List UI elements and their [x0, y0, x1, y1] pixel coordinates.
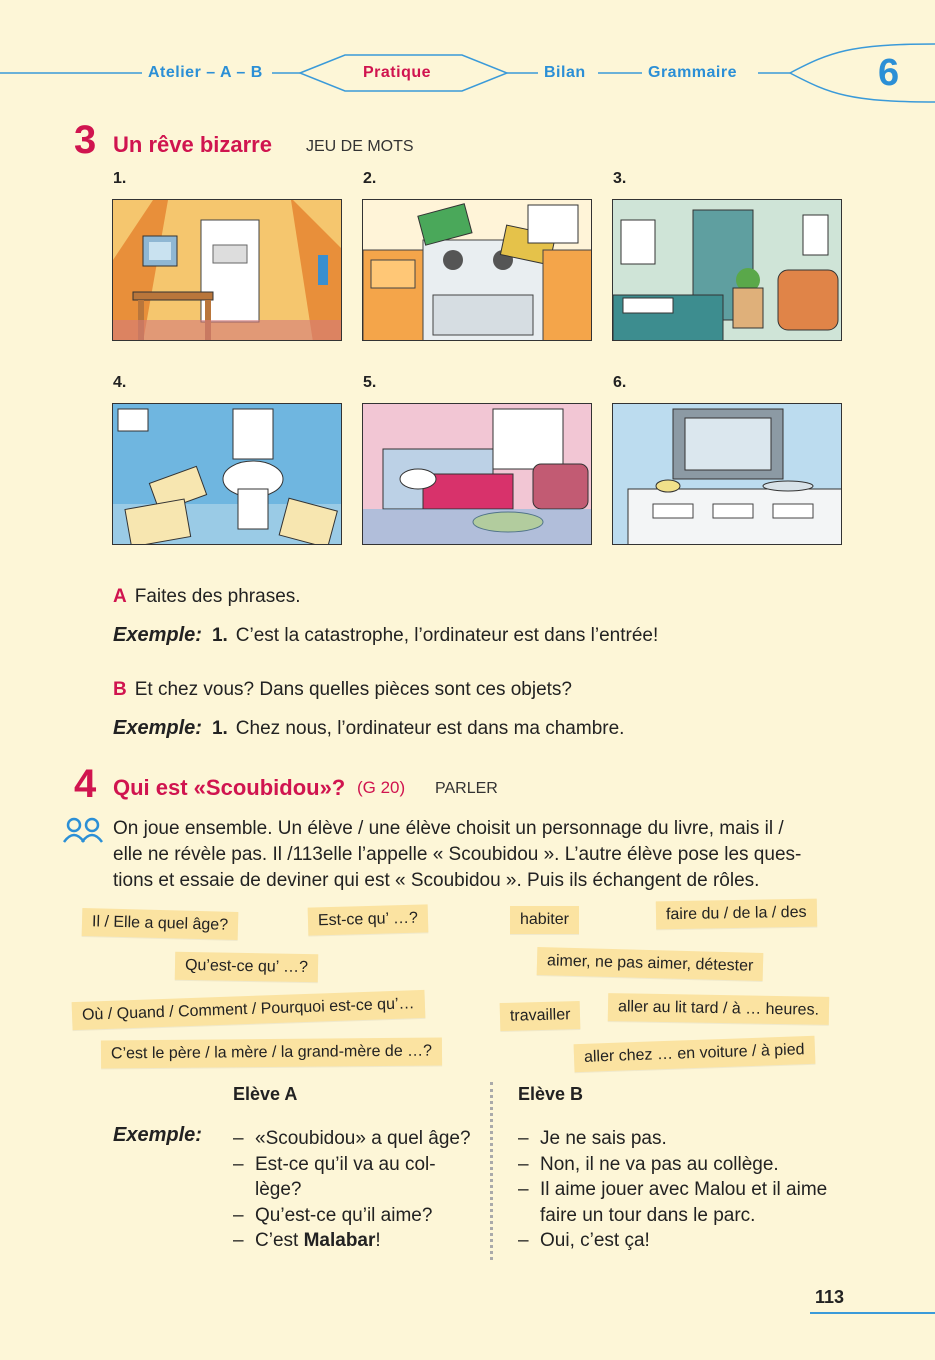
phrase-card: Est-ce qu’ …? — [308, 904, 429, 935]
part-b-example — [113, 715, 624, 742]
nav-grammaire[interactable]: Grammaire — [648, 64, 737, 81]
example-number: 1. — [211, 625, 228, 646]
eleve-b-heading: Elève B — [518, 1084, 584, 1104]
instruction-line: elle ne révèle pas. Il /113elle l’appelle « Scoubidou ». L’autre élève pose les ques- — [113, 844, 802, 865]
chapter-number: 6 — [878, 52, 900, 94]
character-name: Malabar — [303, 1230, 376, 1251]
phrase-card: Où / Quand / Comment / Pourquoi est-ce qu’… — [72, 990, 425, 1030]
part-a-letter: A — [113, 586, 127, 607]
nav-pratique[interactable]: Pratique — [363, 64, 432, 81]
page-number: 113 — [815, 1287, 845, 1307]
section-3-number: 3 — [74, 118, 97, 162]
phrase-card: Il / Elle a quel âge? — [82, 908, 239, 940]
dialog-line — [233, 1228, 488, 1254]
header-nav-lines — [0, 40, 935, 110]
picture-label-1: 1. — [113, 170, 127, 187]
part-a-instruction: Faites des phrases. — [134, 586, 301, 607]
phrase-card: aimer, ne pas aimer, détester — [537, 947, 764, 981]
eleve-b-dialog — [518, 1126, 833, 1254]
section-4-instructions — [113, 816, 873, 894]
phrase-card: C’est le père / la mère / la grand-mère de …? — [101, 1038, 442, 1069]
section-4-number: 4 — [74, 762, 97, 806]
example-label: Exemple: — [113, 717, 202, 739]
pair-work-icon — [62, 816, 104, 844]
phrase-card: aller au lit tard / à … heures. — [608, 993, 829, 1025]
section-4-tag: PARLER — [435, 780, 498, 797]
nav-atelier[interactable]: Atelier – A – B — [148, 64, 263, 81]
part-a-instruction-line — [113, 584, 301, 610]
picture-4-toilet-books — [112, 403, 342, 545]
phrase-card: Qu’est-ce qu’ …? — [175, 952, 318, 982]
picture-3-bedroom — [612, 199, 842, 341]
picture-5-living-room-bed — [362, 403, 592, 545]
section-4-title: Qui est «Scoubidou»? — [113, 775, 346, 800]
section-3-tag: JEU DE MOTS — [306, 138, 414, 155]
phrase-card: habiter — [510, 906, 579, 934]
picture-6-dresser-tv — [612, 403, 842, 545]
picture-2-kitchen-books — [362, 199, 592, 341]
instruction-line: tions et essaie de deviner qui est « Scoubidou ». Puis ils échangent de rôles. — [113, 870, 760, 891]
dialog-line: – Il aime jouer avec Malou et il aime faire un tour dans le parc. — [518, 1177, 833, 1228]
dialog-line-prefix: C’est — [255, 1230, 304, 1251]
example-label: Exemple: — [113, 1124, 202, 1146]
picture-label-4: 4. — [113, 374, 127, 391]
part-b-instruction-line — [113, 677, 572, 703]
picture-label-3: 3. — [613, 170, 627, 187]
phrase-card: aller chez … en voiture / à pied — [574, 1036, 815, 1072]
eleve-a-heading: Elève A — [233, 1084, 298, 1104]
part-b-letter: B — [113, 679, 127, 700]
example-label: Exemple: — [113, 624, 202, 646]
section-3-title: Un rêve bizarre — [113, 132, 272, 157]
picture-1-hallway-computer — [112, 199, 342, 341]
picture-label-5: 5. — [363, 374, 377, 391]
section-4-grammar-ref: (G 20) — [357, 778, 406, 797]
picture-label-6: 6. — [613, 374, 627, 391]
phrase-card: faire du / de la / des — [656, 899, 817, 930]
example-text: C’est la catastrophe, l’ordinateur est dans l’entrée! — [235, 625, 659, 646]
nav-bilan[interactable]: Bilan — [544, 64, 586, 81]
part-a-example — [113, 622, 658, 649]
dialog-line: – Oui, c’est ça! — [518, 1228, 833, 1254]
dialog-line: – Est-ce qu’il va au col- lège? — [233, 1152, 488, 1203]
part-b-instruction: Et chez vous? Dans quelles pièces sont ces objets? — [134, 679, 572, 700]
column-divider — [490, 1082, 493, 1260]
page-number-rule — [810, 1312, 935, 1314]
dialog-line: – «Scoubidou» a quel âge? — [233, 1126, 488, 1152]
dialog-line: – Je ne sais pas. — [518, 1126, 833, 1152]
dialog-line: – Qu’est-ce qu’il aime? — [233, 1203, 488, 1229]
dialog-line: – Non, il ne va pas au collège. — [518, 1152, 833, 1178]
instruction-line: On joue ensemble. Un élève / une élève choisit un personnage du livre, mais il / — [113, 818, 784, 839]
picture-label-2: 2. — [363, 170, 377, 187]
phrase-card: travailler — [500, 1001, 581, 1031]
eleve-a-dialog — [233, 1126, 488, 1254]
example-number: 1. — [211, 718, 228, 739]
example-text: Chez nous, l’ordinateur est dans ma chambre. — [235, 718, 625, 739]
dialog-line-suffix: ! — [375, 1230, 381, 1251]
